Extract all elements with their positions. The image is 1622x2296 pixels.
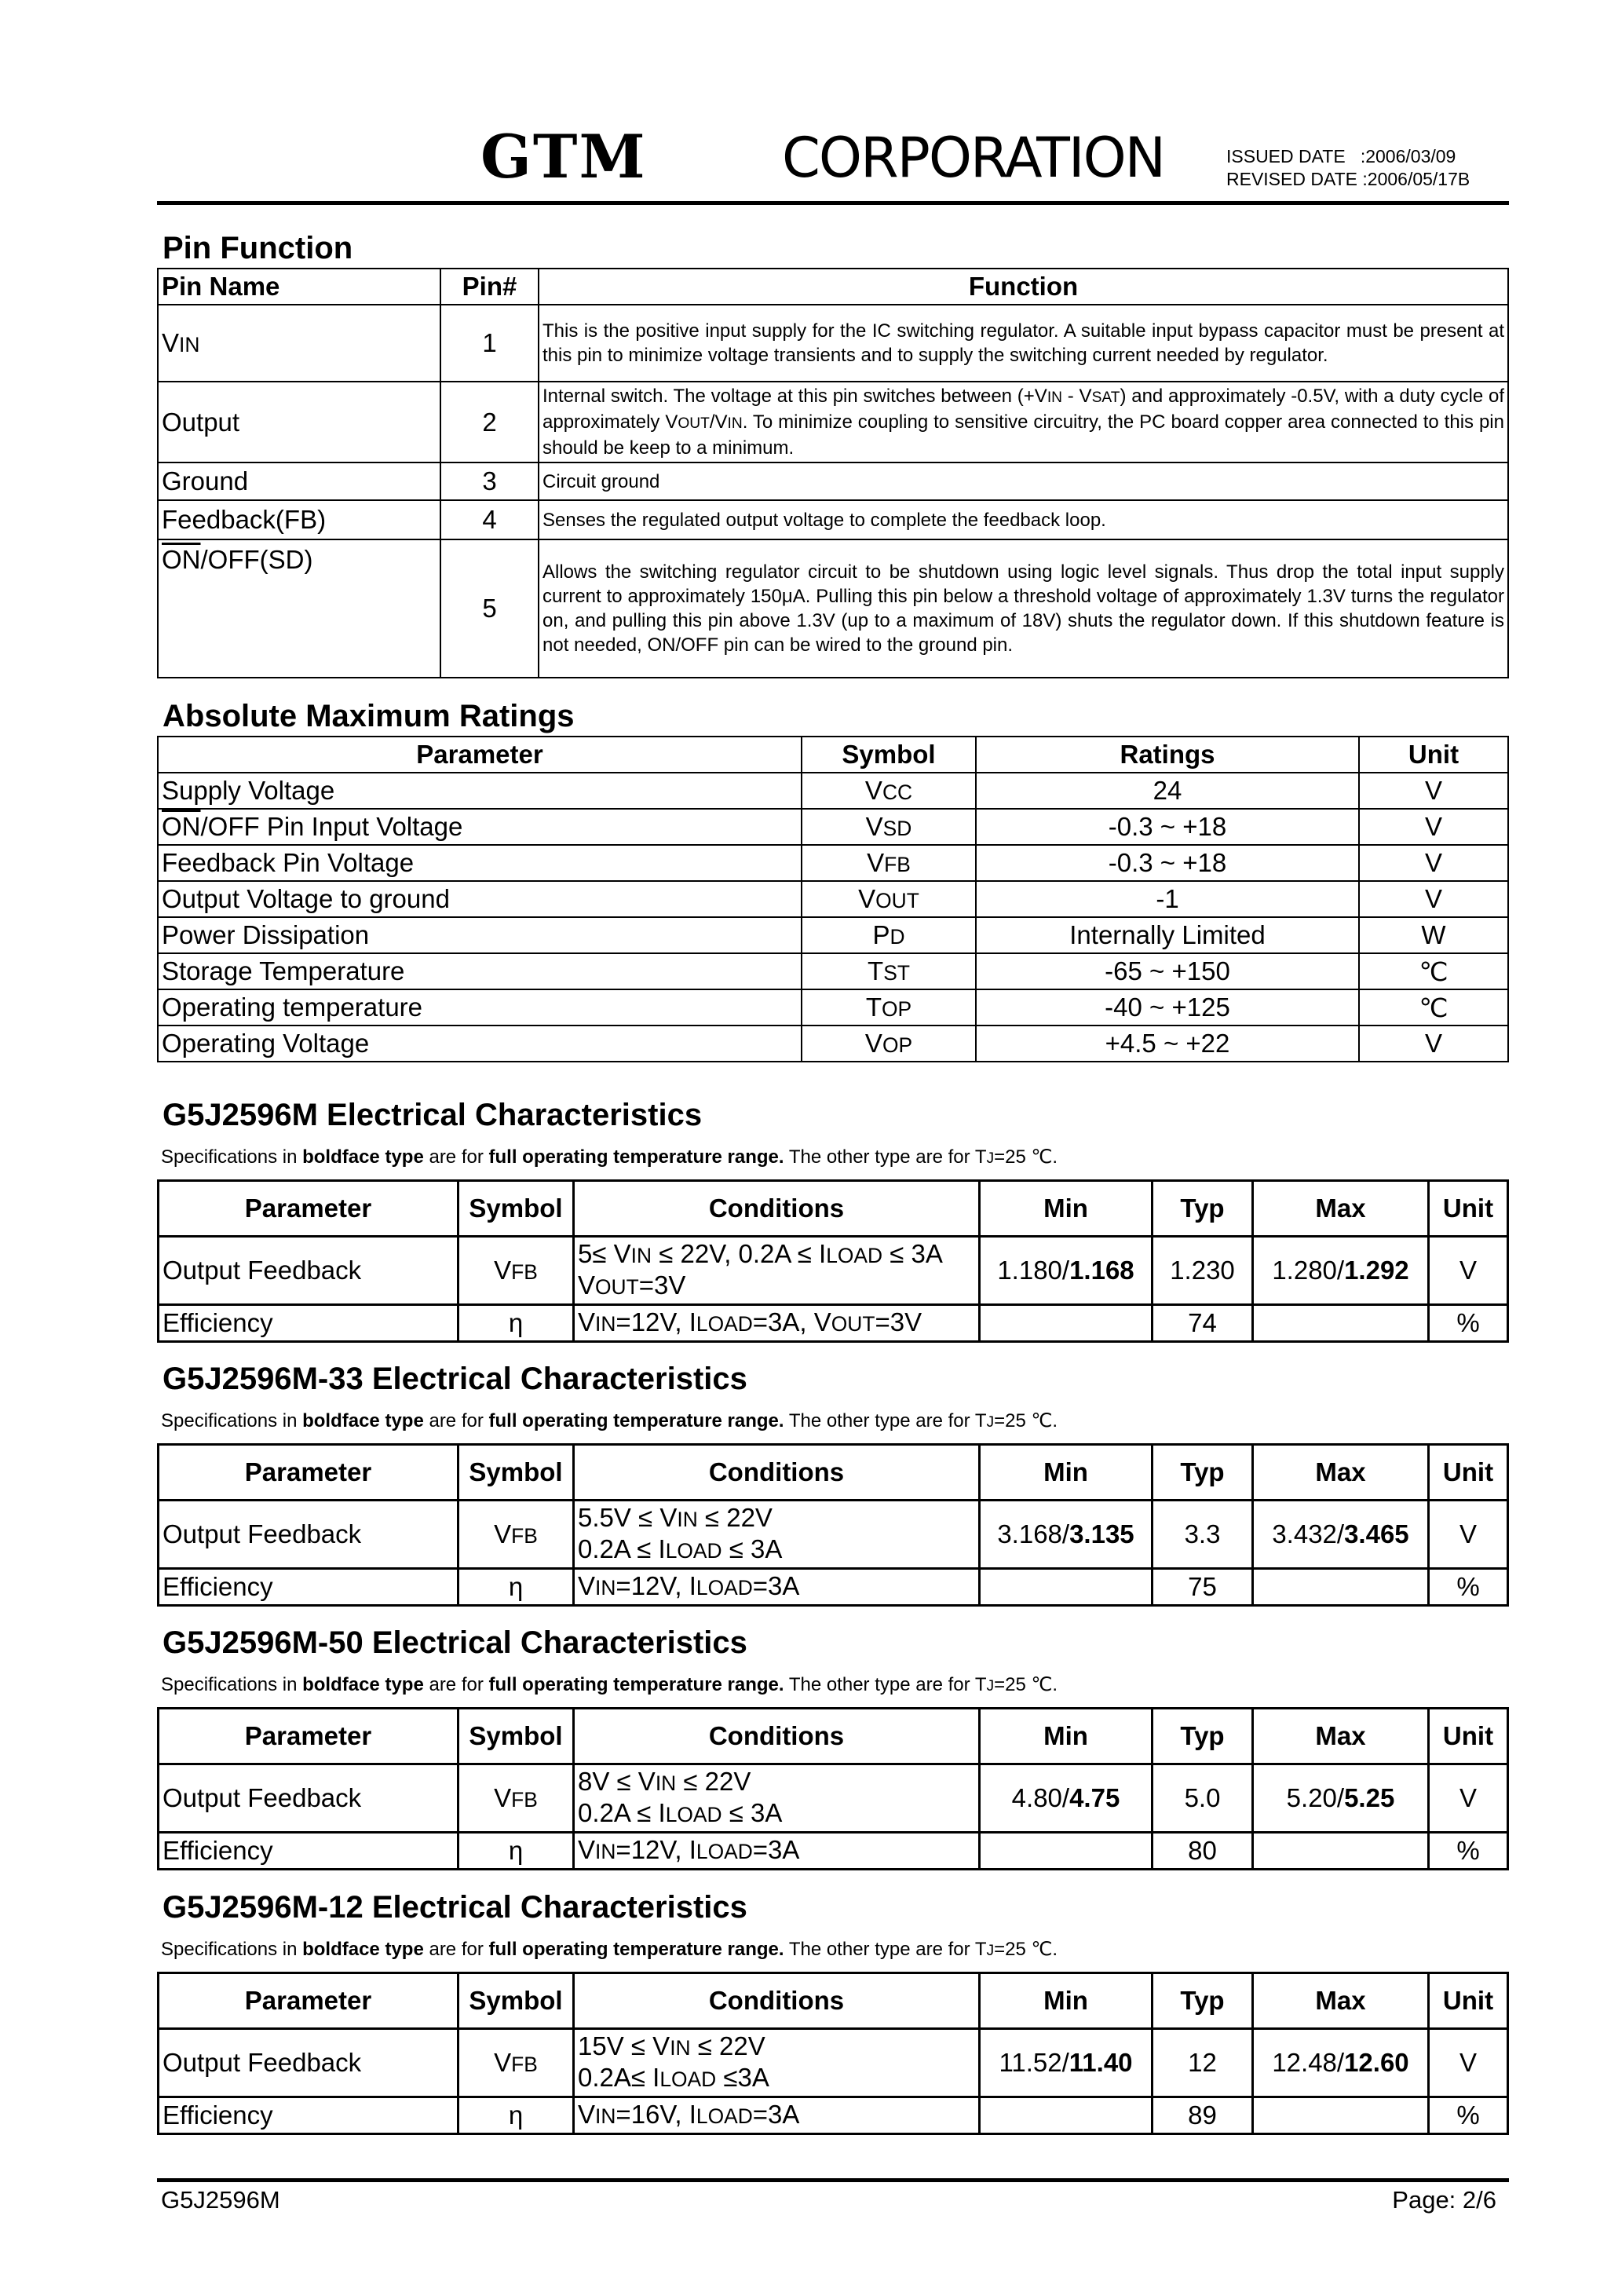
conditions-cell: VIN=16V, ILOAD=3A xyxy=(574,2097,980,2134)
pin-function-text: Senses the regulated output voltage to complete the feedback loop. xyxy=(539,500,1508,539)
symbol-cell: η xyxy=(458,1569,574,1606)
parameter-cell: Power Dissipation xyxy=(158,917,802,953)
column-header: Parameter xyxy=(159,1973,458,2029)
symbol-cell: VFB xyxy=(458,1764,574,1833)
pin-function-text: Circuit ground xyxy=(539,462,1508,500)
table-row xyxy=(158,881,1508,917)
column-header: Max xyxy=(1253,1445,1429,1501)
unit-cell: % xyxy=(1429,2097,1508,2134)
column-header: Function xyxy=(539,269,1508,305)
column-header: Conditions xyxy=(574,1973,980,2029)
unit-cell: % xyxy=(1429,1305,1508,1342)
ec-section-title: G5J2596M Electrical Characteristics xyxy=(163,1098,703,1132)
column-header: Max xyxy=(1253,1973,1429,2029)
spec-note-tail: The other type are for TJ=25 ℃. xyxy=(784,1939,1058,1960)
column-header: Conditions xyxy=(574,1709,980,1764)
typ-cell: 80 xyxy=(1153,1833,1253,1870)
ec-section-title: G5J2596M-12 Electrical Characteristics xyxy=(163,1890,747,1925)
max-cell: 5.20/5.25 xyxy=(1253,1764,1429,1833)
conditions-cell: VIN=12V, ILOAD=3A xyxy=(574,1569,980,1606)
typ-cell: 75 xyxy=(1153,1569,1253,1606)
pin-number: 5 xyxy=(440,539,539,678)
unit-cell: ℃ xyxy=(1359,989,1508,1026)
max-cell: 12.48/12.60 xyxy=(1253,2029,1429,2097)
spec-note-tail: The other type are for TJ=25 ℃. xyxy=(784,1674,1058,1695)
symbol-cell: TOP xyxy=(802,989,976,1026)
parameter-cell: Supply Voltage xyxy=(158,773,802,809)
ec-table xyxy=(157,1707,1509,1870)
rating-cell: -65 ~ +150 xyxy=(976,953,1359,989)
symbol-cell: VFB xyxy=(458,1237,574,1305)
pin-name-on-off: $\overline{ON}/OFF(SD)$ xyxy=(158,539,440,678)
rating-cell: -0.3 ~ +18 xyxy=(976,845,1359,881)
typ-cell: 1.230 xyxy=(1153,1237,1253,1305)
pin-name-vin: VIN xyxy=(158,305,440,382)
rating-cell: -0.3 ~ +18 xyxy=(976,809,1359,845)
rating-cell: 24 xyxy=(976,773,1359,809)
table-row xyxy=(158,953,1508,989)
column-header: Pin Name xyxy=(158,269,440,305)
column-header: Pin# xyxy=(440,269,539,305)
column-header: Ratings xyxy=(976,737,1359,773)
table-row xyxy=(158,305,1508,382)
parameter-cell: Output Feedback xyxy=(159,1237,458,1305)
column-header: Symbol xyxy=(458,1181,574,1237)
pin-name: Ground xyxy=(158,462,440,500)
typ-cell: 89 xyxy=(1153,2097,1253,2134)
pin-name: Feedback(FB) xyxy=(158,500,440,539)
min-cell xyxy=(980,1305,1153,1342)
rating-cell: -40 ~ +125 xyxy=(976,989,1359,1026)
min-cell: 11.52/11.40 xyxy=(980,2029,1153,2097)
column-header: Max xyxy=(1253,1709,1429,1764)
column-header: Conditions xyxy=(574,1445,980,1501)
column-header: Min xyxy=(980,1709,1153,1764)
table-row xyxy=(159,1501,1508,1569)
parameter-cell: Efficiency xyxy=(159,1833,458,1870)
symbol-cell: VFB xyxy=(458,1501,574,1569)
pin-function-title: Pin Function xyxy=(163,231,353,265)
unit-cell: V xyxy=(1429,1237,1508,1305)
min-cell: 3.168/3.135 xyxy=(980,1501,1153,1569)
symbol-cell: η xyxy=(458,1305,574,1342)
table-row xyxy=(159,2029,1508,2097)
table-row xyxy=(159,2097,1508,2134)
unit-cell: V xyxy=(1359,809,1508,845)
abs-max-title: Absolute Maximum Ratings xyxy=(163,699,575,733)
column-header: Symbol xyxy=(458,1709,574,1764)
column-header: Unit xyxy=(1429,1709,1508,1764)
table-row xyxy=(158,809,1508,845)
max-cell xyxy=(1253,2097,1429,2134)
symbol-cell: η xyxy=(458,1833,574,1870)
column-header: Min xyxy=(980,1973,1153,2029)
symbol-cell: VOP xyxy=(802,1026,976,1062)
spec-note: Specifications in boldface type are for full operating temperature range. The other type are for TJ=25 ℃. xyxy=(161,1146,1058,1168)
unit-cell: W xyxy=(1359,917,1508,953)
pin-number: 3 xyxy=(440,462,539,500)
column-header: Symbol xyxy=(802,737,976,773)
table-row xyxy=(158,773,1508,809)
column-header: Parameter xyxy=(158,737,802,773)
unit-cell: ℃ xyxy=(1359,953,1508,989)
spec-note: Specifications in boldface type are for full operating temperature range. The other type are for TJ=25 ℃. xyxy=(161,1410,1058,1431)
table-row xyxy=(158,1026,1508,1062)
parameter-cell: $\overline{ON}$/OFF Pin Input Voltage xyxy=(158,809,802,845)
max-cell xyxy=(1253,1833,1429,1870)
symbol-cell: VOUT xyxy=(802,881,976,917)
pin-name: Output xyxy=(158,382,440,462)
conditions-cell: 5.5V ≤ VIN ≤ 22V 0.2A ≤ ILOAD ≤ 3A xyxy=(574,1501,980,1569)
column-header: Min xyxy=(980,1445,1153,1501)
footer-rule xyxy=(157,2178,1509,2182)
min-cell xyxy=(980,1569,1153,1606)
table-header-row xyxy=(159,1709,1508,1764)
column-header: Parameter xyxy=(159,1181,458,1237)
table-row xyxy=(158,917,1508,953)
column-header: Parameter xyxy=(159,1709,458,1764)
symbol-cell: η xyxy=(458,2097,574,2134)
min-cell xyxy=(980,2097,1153,2134)
unit-cell: % xyxy=(1429,1833,1508,1870)
revised-date: REVISED DATE :2006/05/17B xyxy=(1226,169,1470,189)
spec-note: Specifications in boldface type are for full operating temperature range. The other type are for TJ=25 ℃. xyxy=(161,1674,1058,1695)
symbol-cell: VSD xyxy=(802,809,976,845)
spec-note-tail: The other type are for TJ=25 ℃. xyxy=(784,1146,1058,1168)
parameter-cell: Output Feedback xyxy=(159,1764,458,1833)
rating-cell: Internally Limited xyxy=(976,917,1359,953)
table-row xyxy=(158,382,1508,462)
ec-table xyxy=(157,1972,1509,2135)
rating-cell: +4.5 ~ +22 xyxy=(976,1026,1359,1062)
unit-cell: V xyxy=(1359,845,1508,881)
conditions-cell: 15V ≤ VIN ≤ 22V 0.2A≤ ILOAD ≤3A xyxy=(574,2029,980,2097)
parameter-cell: Efficiency xyxy=(159,2097,458,2134)
table-header-row xyxy=(159,1181,1508,1237)
max-cell xyxy=(1253,1305,1429,1342)
spec-note-tail: The other type are for TJ=25 ℃. xyxy=(784,1410,1058,1431)
typ-cell: 12 xyxy=(1153,2029,1253,2097)
table-row xyxy=(158,539,1508,678)
footer-part-number: G5J2596M xyxy=(161,2186,280,2214)
table-row xyxy=(159,1764,1508,1833)
column-header: Typ xyxy=(1153,1181,1253,1237)
symbol-cell: VCC xyxy=(802,773,976,809)
pin-function-text: Allows the switching regulator circuit to be shutdown using logic level signals. Thus drop the total input supply current to approximately 150μA. Pulling this pin below a threshold voltage of approximately 1.3V turns the regulator on, and pulling this pin above 1.3V (up to a maximum of 18V) shuts the regulator down. If this shutdown feature is not needed, ON/OFF pin can be wired to the ground pin. xyxy=(539,539,1508,678)
table-header-row xyxy=(159,1973,1508,2029)
footer-page-number: Page: 2/6 xyxy=(1392,2186,1496,2214)
column-header: Unit xyxy=(1429,1973,1508,2029)
table-row xyxy=(158,462,1508,500)
pin-function-text: This is the positive input supply for the IC switching regulator. A suitable input bypass capacitor must be present at this pin to minimize voltage transients and to supply the switching current needed by regulator. xyxy=(539,305,1508,382)
table-row xyxy=(159,1305,1508,1342)
parameter-cell: Efficiency xyxy=(159,1305,458,1342)
column-header: Unit xyxy=(1359,737,1508,773)
conditions-cell: VIN=12V, ILOAD=3A, VOUT=3V xyxy=(574,1305,980,1342)
symbol-cell: PD xyxy=(802,917,976,953)
column-header: Typ xyxy=(1153,1445,1253,1501)
ec-table xyxy=(157,1443,1509,1607)
document-dates xyxy=(1226,145,1470,191)
unit-cell: V xyxy=(1429,1764,1508,1833)
table-header-row xyxy=(159,1445,1508,1501)
parameter-cell: Storage Temperature xyxy=(158,953,802,989)
company-name: CORPORATION xyxy=(782,126,1165,190)
parameter-cell: Efficiency xyxy=(159,1569,458,1606)
spec-note: Specifications in boldface type are for full operating temperature range. The other type are for TJ=25 ℃. xyxy=(161,1939,1058,1960)
ec-section-title: G5J2596M-33 Electrical Characteristics xyxy=(163,1362,747,1396)
parameter-cell: Output Feedback xyxy=(159,1501,458,1569)
max-cell: 3.432/3.465 xyxy=(1253,1501,1429,1569)
unit-cell: V xyxy=(1359,773,1508,809)
table-row xyxy=(158,845,1508,881)
parameter-cell: Operating temperature xyxy=(158,989,802,1026)
company-logo: GTM xyxy=(480,122,647,192)
rating-cell: -1 xyxy=(976,881,1359,917)
table-header-row xyxy=(158,269,1508,305)
min-cell: 4.80/4.75 xyxy=(980,1764,1153,1833)
pin-number: 2 xyxy=(440,382,539,462)
table-row xyxy=(159,1237,1508,1305)
unit-cell: V xyxy=(1429,1501,1508,1569)
parameter-cell: Output Feedback xyxy=(159,2029,458,2097)
conditions-cell: 8V ≤ VIN ≤ 22V 0.2A ≤ ILOAD ≤ 3A xyxy=(574,1764,980,1833)
ec-section-title: G5J2596M-50 Electrical Characteristics xyxy=(163,1625,747,1660)
column-header: Max xyxy=(1253,1181,1429,1237)
pin-number: 4 xyxy=(440,500,539,539)
max-cell: 1.280/1.292 xyxy=(1253,1237,1429,1305)
parameter-cell: Feedback Pin Voltage xyxy=(158,845,802,881)
typ-cell: 3.3 xyxy=(1153,1501,1253,1569)
table-row xyxy=(159,1833,1508,1870)
table-row xyxy=(159,1569,1508,1606)
pin-number: 1 xyxy=(440,305,539,382)
column-header: Typ xyxy=(1153,1973,1253,2029)
conditions-cell: VIN=12V, ILOAD=3A xyxy=(574,1833,980,1870)
header-rule xyxy=(157,201,1509,205)
unit-cell: % xyxy=(1429,1569,1508,1606)
abs-max-table xyxy=(157,736,1509,1062)
min-cell: 1.180/1.168 xyxy=(980,1237,1153,1305)
conditions-cell: 5≤ VIN ≤ 22V, 0.2A ≤ ILOAD ≤ 3A VOUT=3V xyxy=(574,1237,980,1305)
unit-cell: V xyxy=(1429,2029,1508,2097)
min-cell xyxy=(980,1833,1153,1870)
column-header: Conditions xyxy=(574,1181,980,1237)
issued-date: ISSUED DATE :2006/03/09 xyxy=(1226,146,1456,166)
column-header: Symbol xyxy=(458,1445,574,1501)
symbol-cell: TST xyxy=(802,953,976,989)
ec-table xyxy=(157,1179,1509,1343)
unit-cell: V xyxy=(1359,881,1508,917)
typ-cell: 5.0 xyxy=(1153,1764,1253,1833)
column-header: Min xyxy=(980,1181,1153,1237)
typ-cell: 74 xyxy=(1153,1305,1253,1342)
column-header: Typ xyxy=(1153,1709,1253,1764)
pin-function-table xyxy=(157,268,1509,678)
column-header: Unit xyxy=(1429,1181,1508,1237)
symbol-cell: VFB xyxy=(458,2029,574,2097)
parameter-cell: Operating Voltage xyxy=(158,1026,802,1062)
table-row xyxy=(158,500,1508,539)
table-header-row xyxy=(158,737,1508,773)
parameter-cell: Output Voltage to ground xyxy=(158,881,802,917)
pin-function-text: Internal switch. The voltage at this pin switches between (+VIN - VSAT) and approximately -0.5V, with a duty cycle of approximately VOUT/VIN. To minimize coupling to sensitive circuitry, the PC board copper area connected to this pin should be keep to a minimum. xyxy=(539,382,1508,462)
symbol-cell: VFB xyxy=(802,845,976,881)
column-header: Parameter xyxy=(159,1445,458,1501)
max-cell xyxy=(1253,1569,1429,1606)
table-row xyxy=(158,989,1508,1026)
unit-cell: V xyxy=(1359,1026,1508,1062)
column-header: Unit xyxy=(1429,1445,1508,1501)
column-header: Symbol xyxy=(458,1973,574,2029)
